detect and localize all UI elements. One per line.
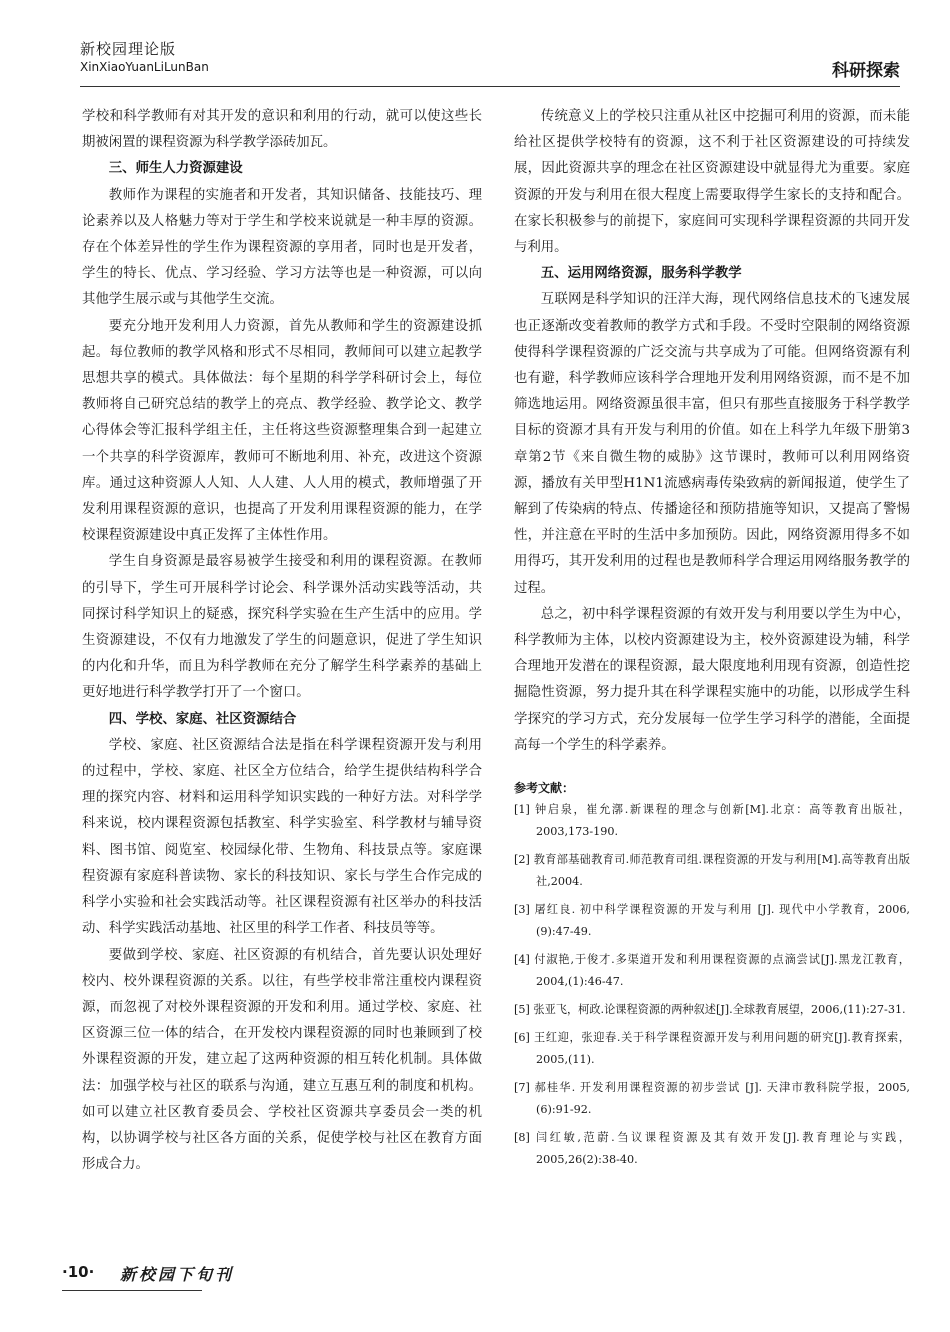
body-paragraph: 学校和科学教师有对其开发的意识和利用的行动，就可以使这些长期被闲置的课程资源为科学教学添砖加瓦。 (82, 109, 482, 151)
right-column-body (514, 104, 910, 759)
section-title: 科研探索 (832, 61, 900, 81)
body-paragraph: 学生自身资源是最容易被学生接受和利用的课程资源。在教师的引导下，学生可开展科学讨论会、科学课外活动实践等活动，共同探讨科学知识上的疑惑，探究科学实验在生产生活中的应用。学生资源建设，不仅有力地激发了学生的问题意识，促进了学生知识的内化和升华，而且为科学教师在充分了解学生科学素养的基础上更好地进行科学教学打开了一个窗口。 (82, 554, 482, 701)
right-column (514, 104, 910, 1177)
reference-item: [6] 王红迎，张迎春.关于科学课程资源开发与利用问题的研究[J].教育探索，2005,(11). (514, 1031, 910, 1067)
page-number: ·10· (62, 1263, 95, 1281)
references-list (514, 799, 910, 1171)
left-column (82, 104, 482, 1178)
body-paragraph: 学校、家庭、社区资源结合法是指在科学课程资源开发与利用的过程中，学校、家庭、社区全方位结合，给学生提供结构科学合理的探究内容、材料和运用科学知识实践的一种好方法。对科学学科来说，校内课程资源包括教室、科学实验室、科学教材与辅导资料、图书馆、阅览室、校园绿化带、生物角、科技景点等。家庭课程资源有家庭科普读物、家长的科技知识、家长与学生合作完成的科学小实验和社会实践活动等。社区课程资源有社区举办的科技活动、科学实践活动基地、社区里的科学工作者、科技员等等。 (82, 737, 482, 937)
body-paragraph: 总之，初中科学课程资源的有效开发与利用要以学生为中心，科学教师为主体，以校内资源建设为主，校外资源建设为辅，科学合理地开发潜在的课程资源，最大限度地利用现有资源，创造性挖掘隐性资源，努力提升其在科学课程实施中的功能，以形成学生科学探究的学习方式，充分发展每一位学生学习科学的潜能，全面提高每一个学生的科学素养。 (514, 606, 910, 753)
reference-item: [2] 教育部基础教育司.师范教育司组.课程资源的开发与利用[M].高等教育出版社,2004. (514, 853, 910, 889)
reference-item: [1] 钟启泉，崔允漷.新课程的理念与创新[M].北京：高等教育出版社，2003,173-190. (514, 803, 910, 839)
footer-journal-name: 新校园下旬刊 (120, 1265, 235, 1284)
body-paragraph: 互联网是科学知识的汪洋大海，现代网络信息技术的飞速发展也正逐渐改变着教师的教学方式和手段。不受时空限制的网络资源使得科学课程资源的广泛交流与共享成为了可能。但网络资源有利也有避，科学教师应该科学合理地开发利用网络资源，而不是不加筛选地运用。网络资源虽很丰富，但只有那些直接服务于科学教学目标的资源才具有开发与利用的价值。如在上科学九年级下册第3章第2节《来自微生物的威胁》这节课时，教师可以利用网络资源，播放有关甲型H1N1流感病毒传染致病的新闻报道，使学生了解到了传染病的特点、传播途径和预防措施等知识，又提高了警惕性，并注意在平时的生活中多加预防。因此，网络资源用得多不如用得巧，其开发利用的过程也是教师科学合理运用网络服务教学的过程。 (514, 292, 910, 596)
references-title: 参考文献： (514, 781, 575, 796)
journal-name-header: 新校园理论版 (80, 40, 177, 58)
journal-pinyin-header: XinXiaoYuanLiLunBan (80, 60, 209, 74)
body-paragraph: 传统意义上的学校只注重从社区中挖掘可利用的资源，而未能给社区提供学校特有的资源，这不利于社区资源建设的可持续发展，因此资源共享的理念在社区资源建设中就显得尤为重要。家庭资源的开发与利用在很大程度上需要取得学生家长的支持和配合。在家长积极参与的前提下，家庭间可实现科学课程资源的共同开发与利用。 (514, 109, 910, 256)
reference-item: [8] 闫红敏,范蔚.刍议课程资源及其有效开发[J].教育理论与实践，2005,26(2):38-40. (514, 1131, 910, 1167)
footer-divider (62, 1290, 202, 1291)
references-section (514, 777, 910, 1171)
page-footer (62, 1262, 235, 1288)
section-heading: 三、师生人力资源建设 (108, 161, 243, 177)
reference-item: [5] 张亚飞，柯政.论课程资源的两种叙述[J].全球教育展望，2006,(11):27-31. (514, 1003, 906, 1017)
page-header (80, 38, 900, 87)
reference-item: [7] 郝桂华. 开发利用课程资源的初步尝试 [J]. 天津市教科院学报，2005,(6):91-92. (514, 1081, 910, 1117)
section-heading: 五、运用网络资源，服务科学教学 (540, 266, 742, 282)
reference-item: [4] 付淑艳,于俊才.多渠道开发和利用课程资源的点滴尝试[J].黑龙江教育，2004,(1):46-47. (514, 953, 910, 989)
reference-item: [3] 屠红良. 初中科学课程资源的开发与利用 [J]. 现代中小学教育，2006,(9):47-49. (514, 903, 910, 939)
body-paragraph: 要充分地开发利用人力资源，首先从教师和学生的资源建设抓起。每位教师的教学风格和形式不尽相同，教师间可以建立起教学思想共享的模式。具体做法：每个星期的科学学科研讨会上，每位教师将自己研究总结的教学上的亮点、教学经验、教学论文、教学心得体会等汇报科学组主任，主任将这些资源整理集合到一起建立一个共享的科学资源库，教师可不断地利用、补充，改进这个资源库。通过这种资源人人知、人人建、人人用的模式，教师增强了开发利用课程资源的意识，也提高了开发利用课程资源的能力，在学校课程资源建设中真正发挥了主体性作用。 (82, 318, 482, 544)
section-heading: 四、学校、家庭、社区资源结合 (108, 711, 297, 727)
body-paragraph: 教师作为课程的实施者和开发者，其知识储备、技能技巧、理论素养以及人格魅力等对于学生和学校来说就是一种丰厚的资源。存在个体差异性的学生作为课程资源的享用者，同时也是开发者，学生的特长、优点、学习经验、学习方法等也是一种资源，可以向其他学生展示或与其他学生交流。 (82, 187, 482, 308)
body-paragraph: 要做到学校、家庭、社区资源的有机结合，首先要认识处理好校内、校外课程资源的关系。以往，有些学校非常注重校内课程资源，而忽视了对校外课程资源的开发和利用。通过学校、家庭、社区资源三位一体的结合，在开发校内课程资源的同时也兼顾到了校外课程资源的开发，建立起了这两种资源的相互转化机制。具体做法：加强学校与社区的联系与沟通，建立互惠互利的制度和机构。如可以建立社区教育委员会、学校社区资源共享委员会一类的机构，以协调学校与社区各方面的关系，促使学校与社区在教育方面形成合力。 (82, 947, 482, 1173)
